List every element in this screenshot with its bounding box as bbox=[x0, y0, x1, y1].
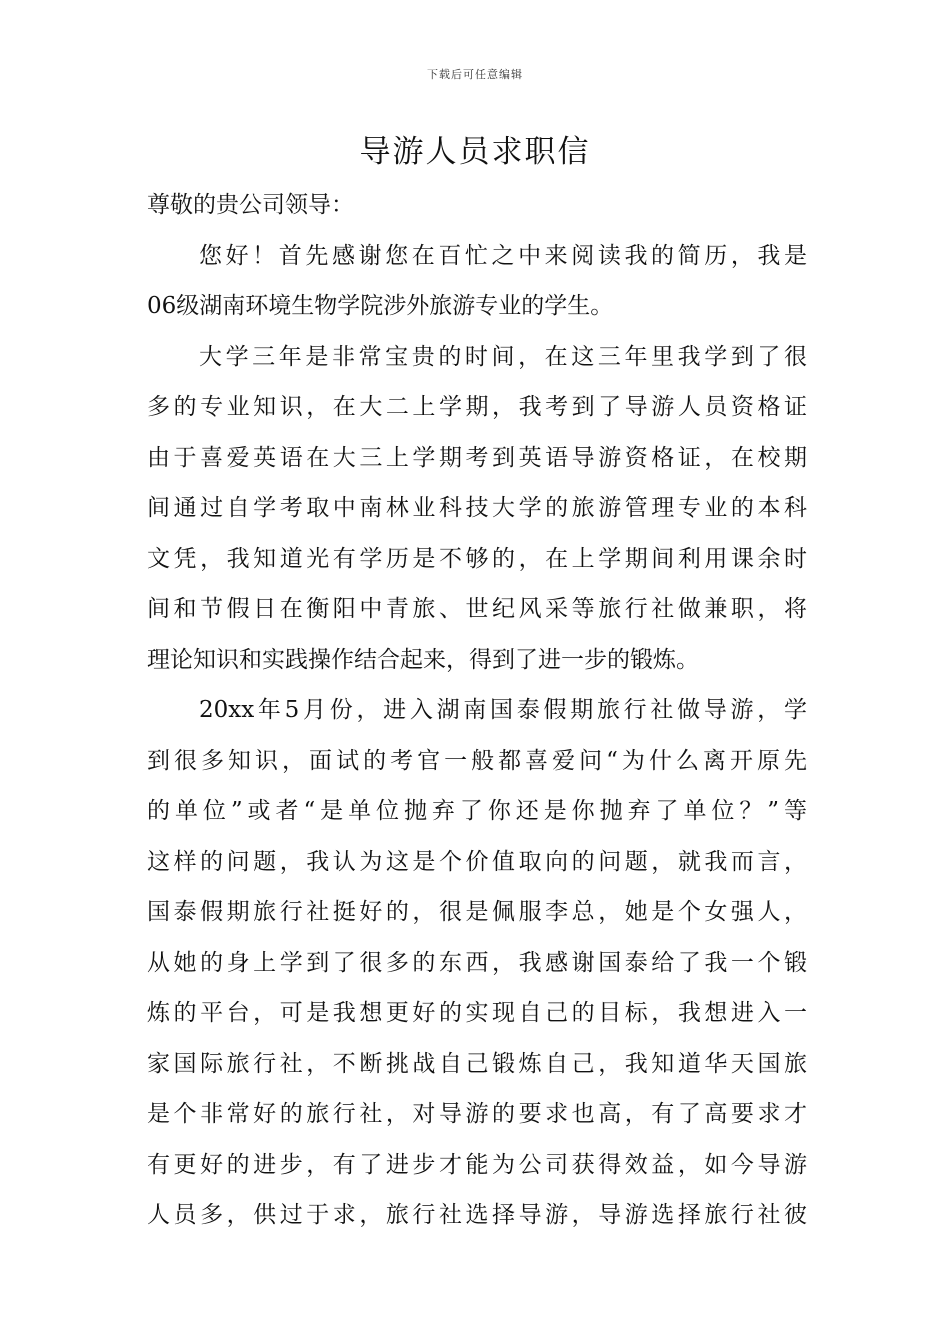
paragraph-experience bbox=[147, 685, 807, 1241]
text-line: 家国际旅行社，不断挑战自己锻炼自己，我知道华天国旅 bbox=[147, 1050, 807, 1077]
text-line: 20xx年5月份，进入湖南国泰假期旅行社做导游，学 bbox=[199, 697, 807, 723]
text-line: 有更好的进步，有了进步才能为公司获得效益，如今导游 bbox=[147, 1151, 807, 1178]
document-title: 导游人员求职信 bbox=[359, 134, 591, 170]
text-line: 06级湖南环境生物学院涉外旅游专业的学生。 bbox=[147, 293, 614, 319]
paragraph-education bbox=[147, 332, 807, 686]
salutation: 尊敬的贵公司领导： bbox=[147, 192, 354, 218]
text-line: 这样的问题，我认为这是个价值取向的问题，就我而言， bbox=[147, 848, 807, 875]
text-line: 国泰假期旅行社挺好的，很是佩服李总，她是个女强人， bbox=[147, 899, 807, 925]
header-note: 下载后可任意编辑 bbox=[427, 68, 523, 81]
text-line: 多的专业知识，在大二上学期，我考到了导游人员资格证 bbox=[147, 394, 807, 420]
text-line: 人员多，供过于求，旅行社选择导游，导游选择旅行社彼 bbox=[147, 1202, 807, 1228]
text-line: 您好！首先感谢您在百忙之中来阅读我的简历，我是 bbox=[199, 242, 807, 269]
text-line: 从她的身上学到了很多的东西，我感谢国泰给了我一个锻 bbox=[147, 949, 807, 976]
text-line: 间通过自学考取中南林业科技大学的旅游管理专业的本科 bbox=[147, 495, 807, 521]
text-line: 理论知识和实践操作结合起来，得到了进一步的锻炼。 bbox=[147, 646, 699, 673]
text-line: 的单位”或者“是单位抛弃了你还是你抛弃了单位？”等 bbox=[147, 798, 807, 824]
text-line: 由于喜爱英语在大三上学期考到英语导游资格证，在校期 bbox=[147, 444, 807, 471]
paragraph-greeting bbox=[147, 231, 807, 332]
text-line: 到很多知识，面试的考官一般都喜爱问“为什么离开原先 bbox=[147, 747, 807, 774]
text-line: 间和节假日在衡阳中青旅、世纪风采等旅行社做兼职，将 bbox=[147, 596, 807, 622]
text-line: 文凭，我知道光有学历是不够的，在上学期间利用课余时 bbox=[147, 545, 807, 572]
text-line: 是个非常好的旅行社，对导游的要求也高，有了高要求才 bbox=[147, 1101, 807, 1127]
text-line: 大学三年是非常宝贵的时间，在这三年里我学到了很 bbox=[199, 343, 807, 370]
text-line: 炼的平台，可是我想更好的实现自己的目标，我想进入一 bbox=[147, 1000, 807, 1026]
letter-body bbox=[147, 180, 807, 1241]
